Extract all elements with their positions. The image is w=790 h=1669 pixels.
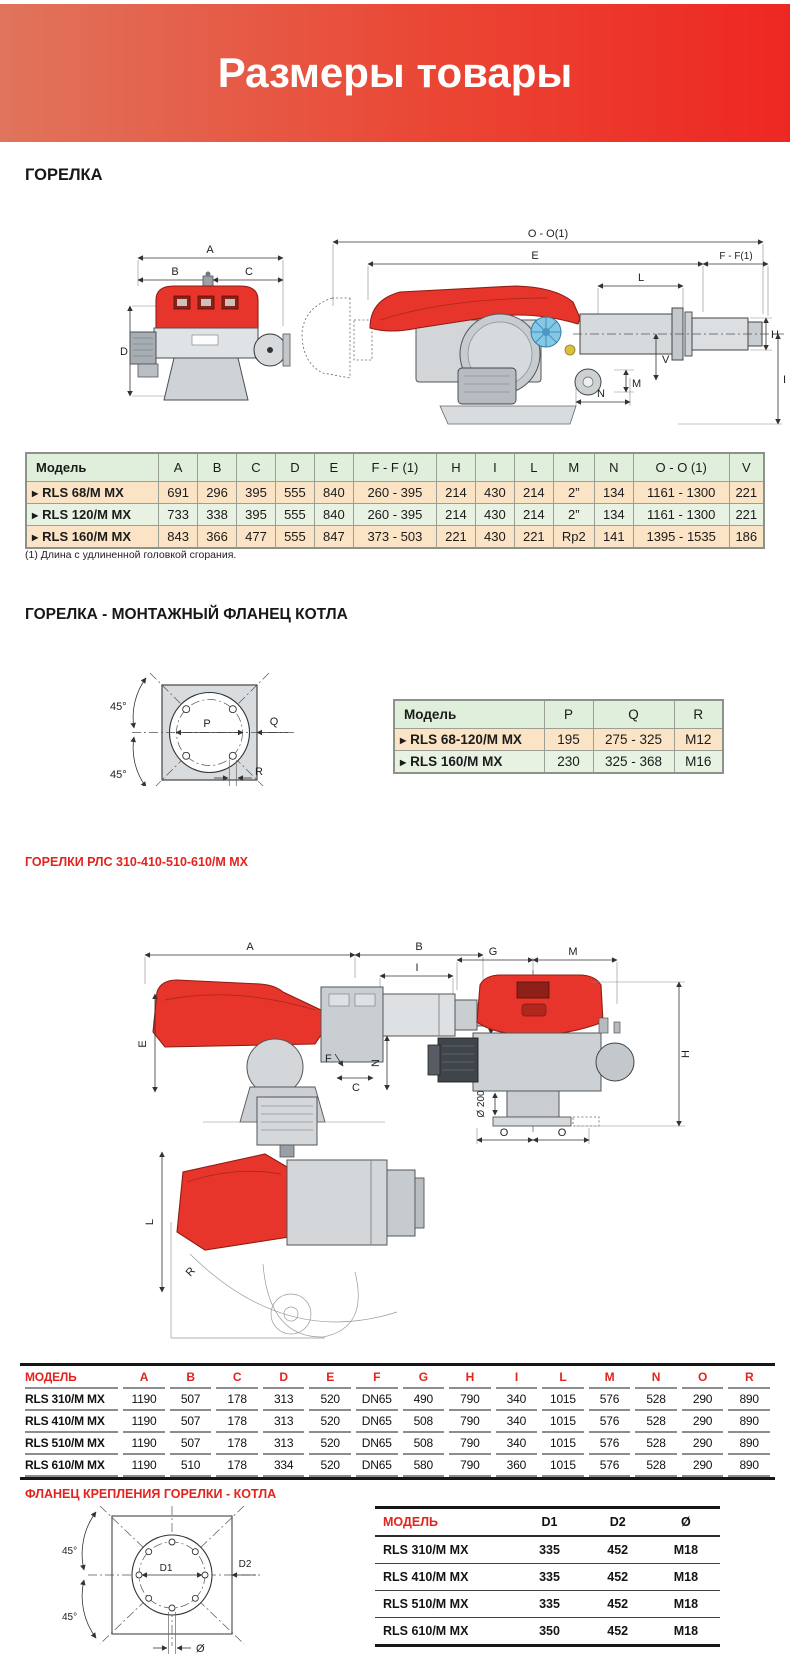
column-header: M: [589, 1366, 631, 1389]
value-cell: 214: [514, 482, 553, 504]
value-cell: 1015: [542, 1389, 584, 1411]
value-cell: 313: [263, 1433, 305, 1455]
mounting-flange-table: [375, 1506, 720, 1647]
dim-label-p: P: [203, 718, 211, 730]
dim-label-q: Q: [269, 716, 279, 728]
dim-label-v: V: [662, 354, 670, 366]
value-cell: M18: [652, 1536, 720, 1564]
model-cell: [25, 1411, 118, 1433]
model-cell: [375, 1618, 515, 1646]
model-name: RLS 68/M MX: [42, 485, 124, 500]
value-cell: 221: [729, 504, 764, 526]
model-name: RLS 610/M MX: [383, 1624, 469, 1638]
model-name: RLS 510/M MX: [25, 1436, 105, 1450]
value-cell: 508: [403, 1411, 445, 1433]
table-row: [375, 1564, 720, 1591]
column-header: V: [729, 453, 764, 482]
value-cell: 430: [475, 526, 514, 549]
value-cell: M18: [673, 1624, 699, 1638]
value-cell: DN65: [356, 1433, 398, 1455]
value-cell: 452: [584, 1564, 652, 1591]
column-header: B: [170, 1366, 212, 1389]
value-cell: DN65: [356, 1411, 398, 1433]
column-header: D2: [584, 1508, 652, 1537]
table-row: [375, 1618, 720, 1646]
dim-label-d2: D2: [238, 1559, 252, 1570]
column-header: F - F (1): [353, 453, 436, 482]
table-row: [25, 1455, 770, 1477]
value-cell: DN65: [356, 1455, 398, 1477]
section-heading-mounting-flange: ФЛАНЕЦ КРЕПЛЕНИЯ ГОРЕЛКИ - КОТЛА: [25, 1487, 277, 1501]
column-header: F: [356, 1366, 398, 1389]
rls-front-view: [428, 946, 692, 1144]
table-row: [394, 751, 723, 774]
model-cell: [375, 1536, 515, 1564]
column-header: Ø: [652, 1508, 720, 1537]
dim-label-o1: O: [499, 1127, 509, 1139]
value-cell: 452: [607, 1624, 629, 1638]
value-cell: 325 - 368: [593, 751, 674, 774]
value-cell: 141: [594, 526, 633, 549]
value-cell: 366: [198, 526, 237, 549]
rls-burner-dimension-drawing: [25, 882, 765, 1345]
dim-label-n: N: [597, 388, 605, 400]
section-heading-burner: ГОРЕЛКА: [25, 166, 103, 184]
value-cell: 790: [449, 1433, 491, 1455]
dim-label-d: D: [120, 346, 128, 358]
dim-label-i: I: [415, 962, 419, 974]
value-cell: 555: [275, 504, 314, 526]
dim-label-h: H: [771, 329, 779, 341]
dim-label-h: H: [680, 1050, 692, 1058]
model-name: RLS 310/M MX: [383, 1543, 469, 1557]
row-marker-icon: ▶: [32, 489, 39, 498]
value-cell: 507: [170, 1411, 212, 1433]
value-cell: 576: [589, 1389, 631, 1411]
column-header: D1: [515, 1508, 583, 1537]
value-cell: 134: [594, 482, 633, 504]
dim-label-d1: D1: [159, 1563, 173, 1574]
value-cell: 313: [263, 1411, 305, 1433]
value-cell: 1190: [123, 1389, 165, 1411]
value-cell: 340: [496, 1389, 538, 1411]
value-cell: 843: [159, 526, 198, 549]
row-marker-icon: ▶: [400, 736, 407, 745]
value-cell: 890: [728, 1411, 770, 1433]
value-cell: 1190: [123, 1433, 165, 1455]
model-name: RLS 610/M MX: [25, 1458, 105, 1472]
value-cell: 1190: [123, 1455, 165, 1477]
column-header: B: [198, 453, 237, 482]
dim-label-ff: F - F(1): [719, 251, 753, 262]
dim-label-n: N: [370, 1059, 382, 1067]
model-name: RLS 160/M MX: [410, 754, 503, 769]
value-cell: 290: [682, 1389, 724, 1411]
value-cell: 335: [515, 1591, 583, 1618]
value-cell: 335: [515, 1536, 583, 1564]
row-marker-icon: ▶: [32, 533, 39, 542]
value-cell: M12: [674, 729, 723, 751]
row-marker-icon: ▶: [32, 511, 39, 520]
value-cell: 840: [314, 482, 353, 504]
value-cell: 134: [594, 504, 633, 526]
dim-label-angle-top: 45°: [62, 1546, 78, 1557]
table-row: [25, 1389, 770, 1411]
value-cell: M18: [652, 1591, 720, 1618]
column-header: H: [436, 453, 475, 482]
value-cell: 890: [728, 1433, 770, 1455]
model-name: RLS 410/M MX: [383, 1570, 469, 1584]
value-cell: 260 - 395: [353, 482, 436, 504]
value-cell: 395: [237, 504, 276, 526]
row-marker-icon: ▶: [400, 758, 407, 767]
value-cell: 452: [584, 1536, 652, 1564]
value-cell: 186: [729, 526, 764, 549]
value-cell: 178: [216, 1433, 258, 1455]
section-heading-rls-burners: ГОРЕЛКИ РЛС 310-410-510-610/М МХ: [25, 855, 249, 869]
dim-label-a: A: [246, 941, 254, 953]
value-cell: 510: [170, 1455, 212, 1477]
column-header: M: [553, 453, 594, 482]
column-header: МОДЕЛЬ: [375, 1508, 515, 1537]
column-header: R: [674, 700, 723, 729]
model-cell: [26, 504, 159, 526]
model-cell: [394, 729, 544, 751]
value-cell: 2”: [553, 504, 594, 526]
rls-dimensions-table: [20, 1363, 775, 1480]
value-cell: 507: [170, 1389, 212, 1411]
model-cell: [394, 751, 544, 774]
table-row: [25, 1411, 770, 1433]
value-cell: 214: [436, 504, 475, 526]
column-header: H: [449, 1366, 491, 1389]
dim-label-m: M: [632, 378, 642, 390]
value-cell: 1161 - 1300: [633, 504, 729, 526]
model-cell: [26, 482, 159, 504]
rls-top-view: [144, 1097, 424, 1338]
value-cell: 2”: [553, 482, 594, 504]
column-header: A: [159, 453, 198, 482]
dim-label-r: R: [183, 1265, 198, 1279]
value-cell: 1190: [123, 1411, 165, 1433]
value-cell: 576: [589, 1433, 631, 1455]
dim-label-c: C: [352, 1082, 360, 1094]
dim-label-dia200: Ø 200: [476, 1090, 487, 1118]
column-header: E: [314, 453, 353, 482]
column-header: A: [123, 1366, 165, 1389]
value-cell: 260 - 395: [353, 504, 436, 526]
value-cell: 528: [635, 1455, 677, 1477]
column-header: D: [263, 1366, 305, 1389]
dim-label-o2: O: [557, 1127, 567, 1139]
dim-label-i: I: [782, 374, 786, 386]
value-cell: 214: [436, 482, 475, 504]
mounting-flange-drawing: [48, 1494, 288, 1664]
table-row: [375, 1591, 720, 1618]
model-name: RLS 510/M MX: [383, 1597, 469, 1611]
value-cell: 178: [216, 1411, 258, 1433]
flange-dimension-drawing: [88, 626, 368, 786]
value-cell: 890: [728, 1389, 770, 1411]
column-header: G: [403, 1366, 445, 1389]
model-name: RLS 410/M MX: [25, 1414, 105, 1428]
dim-label-b: B: [415, 941, 423, 953]
model-cell: [25, 1389, 118, 1411]
model-name: RLS 310/M MX: [25, 1392, 105, 1406]
dim-label-r: R: [255, 766, 263, 778]
burner-front-view: [120, 244, 290, 400]
value-cell: 230: [544, 751, 593, 774]
value-cell: 430: [475, 482, 514, 504]
table-row: [26, 526, 764, 549]
dim-label-g: G: [488, 946, 498, 958]
dim-label-c: C: [245, 266, 253, 278]
value-cell: 334: [263, 1455, 305, 1477]
value-cell: Rp2: [553, 526, 594, 549]
value-cell: 520: [309, 1411, 351, 1433]
value-cell: 395: [237, 482, 276, 504]
model-name: RLS 120/M MX: [42, 507, 132, 522]
value-cell: 490: [403, 1389, 445, 1411]
table-row: [26, 504, 764, 526]
table-row: [394, 729, 723, 751]
value-cell: 340: [496, 1411, 538, 1433]
column-header: O: [682, 1366, 724, 1389]
value-cell: 1395 - 1535: [633, 526, 729, 549]
value-cell: 221: [729, 482, 764, 504]
value-cell: 790: [449, 1455, 491, 1477]
value-cell: 452: [584, 1591, 652, 1618]
model-cell: [375, 1564, 515, 1591]
model-cell: [26, 526, 159, 549]
value-cell: 508: [403, 1433, 445, 1455]
table-row: [25, 1433, 770, 1455]
value-cell: 313: [263, 1389, 305, 1411]
table-footnote: (1) Длина с удлиненной головкой сгорания.: [25, 549, 237, 561]
page-title: Размеры товары: [217, 49, 573, 96]
mounting-flange-plate: [88, 1506, 260, 1646]
value-cell: 520: [309, 1433, 351, 1455]
value-cell: 528: [635, 1389, 677, 1411]
dim-label-angle-bottom: 45°: [62, 1612, 78, 1623]
value-cell: 290: [682, 1411, 724, 1433]
column-header: C: [237, 453, 276, 482]
column-header: L: [514, 453, 553, 482]
value-cell: 350: [539, 1624, 560, 1638]
value-cell: M16: [674, 751, 723, 774]
value-cell: 790: [449, 1389, 491, 1411]
model-cell: [25, 1455, 118, 1477]
value-cell: 580: [403, 1455, 445, 1477]
column-header: D: [275, 453, 314, 482]
dim-label-angle-bottom: 45°: [110, 769, 127, 781]
value-cell: 1015: [542, 1433, 584, 1455]
column-header: Q: [593, 700, 674, 729]
column-header: N: [635, 1366, 677, 1389]
burner-side-view: [302, 228, 786, 424]
column-header: I: [496, 1366, 538, 1389]
value-cell: 373 - 503: [353, 526, 436, 549]
value-cell: 178: [216, 1455, 258, 1477]
value-cell: 296: [198, 482, 237, 504]
table-row: [375, 1536, 720, 1564]
model-cell: [25, 1433, 118, 1455]
column-header: Модель: [394, 700, 544, 729]
value-cell: 520: [309, 1455, 351, 1477]
value-cell: 477: [237, 526, 276, 549]
value-cell: 430: [475, 504, 514, 526]
value-cell: 178: [216, 1389, 258, 1411]
dim-label-a: A: [206, 244, 214, 256]
value-cell: 576: [589, 1411, 631, 1433]
model-name: RLS 68-120/M MX: [410, 732, 522, 747]
value-cell: 214: [514, 504, 553, 526]
dim-label-f: F: [325, 1053, 332, 1065]
value-cell: 847: [314, 526, 353, 549]
flange-plate: [132, 673, 294, 786]
dim-label-b: B: [171, 266, 179, 278]
burner-dimension-drawing: [118, 228, 788, 428]
page-banner: [0, 4, 790, 142]
column-header: R: [728, 1366, 770, 1389]
value-cell: 528: [635, 1433, 677, 1455]
column-header: O - O (1): [633, 453, 729, 482]
dim-label-oo: O - O(1): [527, 228, 569, 240]
column-header: I: [475, 453, 514, 482]
dim-label-l: L: [637, 272, 645, 284]
model-name: RLS 160/M MX: [42, 529, 132, 544]
value-cell: DN65: [356, 1389, 398, 1411]
column-header: N: [594, 453, 633, 482]
column-header: МОДЕЛЬ: [25, 1366, 118, 1389]
column-header: E: [309, 1366, 351, 1389]
column-header: C: [216, 1366, 258, 1389]
value-cell: 1015: [542, 1411, 584, 1433]
section-heading-flange: ГОРЕЛКА - МОНТАЖНЫЙ ФЛАНЕЦ КОТЛА: [25, 606, 348, 623]
value-cell: 507: [170, 1433, 212, 1455]
value-cell: 890: [728, 1455, 770, 1477]
model-cell: [375, 1591, 515, 1618]
value-cell: M18: [652, 1564, 720, 1591]
value-cell: 221: [514, 526, 553, 549]
dim-label-m: M: [568, 946, 578, 958]
value-cell: 360: [496, 1455, 538, 1477]
value-cell: 335: [515, 1564, 583, 1591]
value-cell: 555: [275, 526, 314, 549]
table-row: [26, 482, 764, 504]
burner-dimensions-table: [25, 452, 765, 549]
value-cell: 733: [159, 504, 198, 526]
value-cell: 290: [682, 1455, 724, 1477]
value-cell: 340: [496, 1433, 538, 1455]
dim-label-e: E: [531, 250, 539, 262]
value-cell: 1015: [542, 1455, 584, 1477]
dim-label-angle-top: 45°: [110, 701, 127, 713]
value-cell: 1161 - 1300: [633, 482, 729, 504]
column-header: P: [544, 700, 593, 729]
dim-label-l: L: [144, 1218, 156, 1226]
value-cell: 576: [589, 1455, 631, 1477]
flange-dimensions-table: [393, 699, 724, 774]
value-cell: 691: [159, 482, 198, 504]
value-cell: 790: [449, 1411, 491, 1433]
column-header: Модель: [26, 453, 159, 482]
value-cell: 195: [544, 729, 593, 751]
column-header: L: [542, 1366, 584, 1389]
value-cell: 338: [198, 504, 237, 526]
value-cell: 221: [436, 526, 475, 549]
value-cell: 520: [309, 1389, 351, 1411]
dim-label-e: E: [137, 1040, 149, 1048]
value-cell: 528: [635, 1411, 677, 1433]
value-cell: 555: [275, 482, 314, 504]
value-cell: 840: [314, 504, 353, 526]
value-cell: 275 - 325: [593, 729, 674, 751]
value-cell: 290: [682, 1433, 724, 1455]
dim-label-dia: Ø: [196, 1643, 205, 1655]
rls-side-view: [137, 941, 504, 1122]
